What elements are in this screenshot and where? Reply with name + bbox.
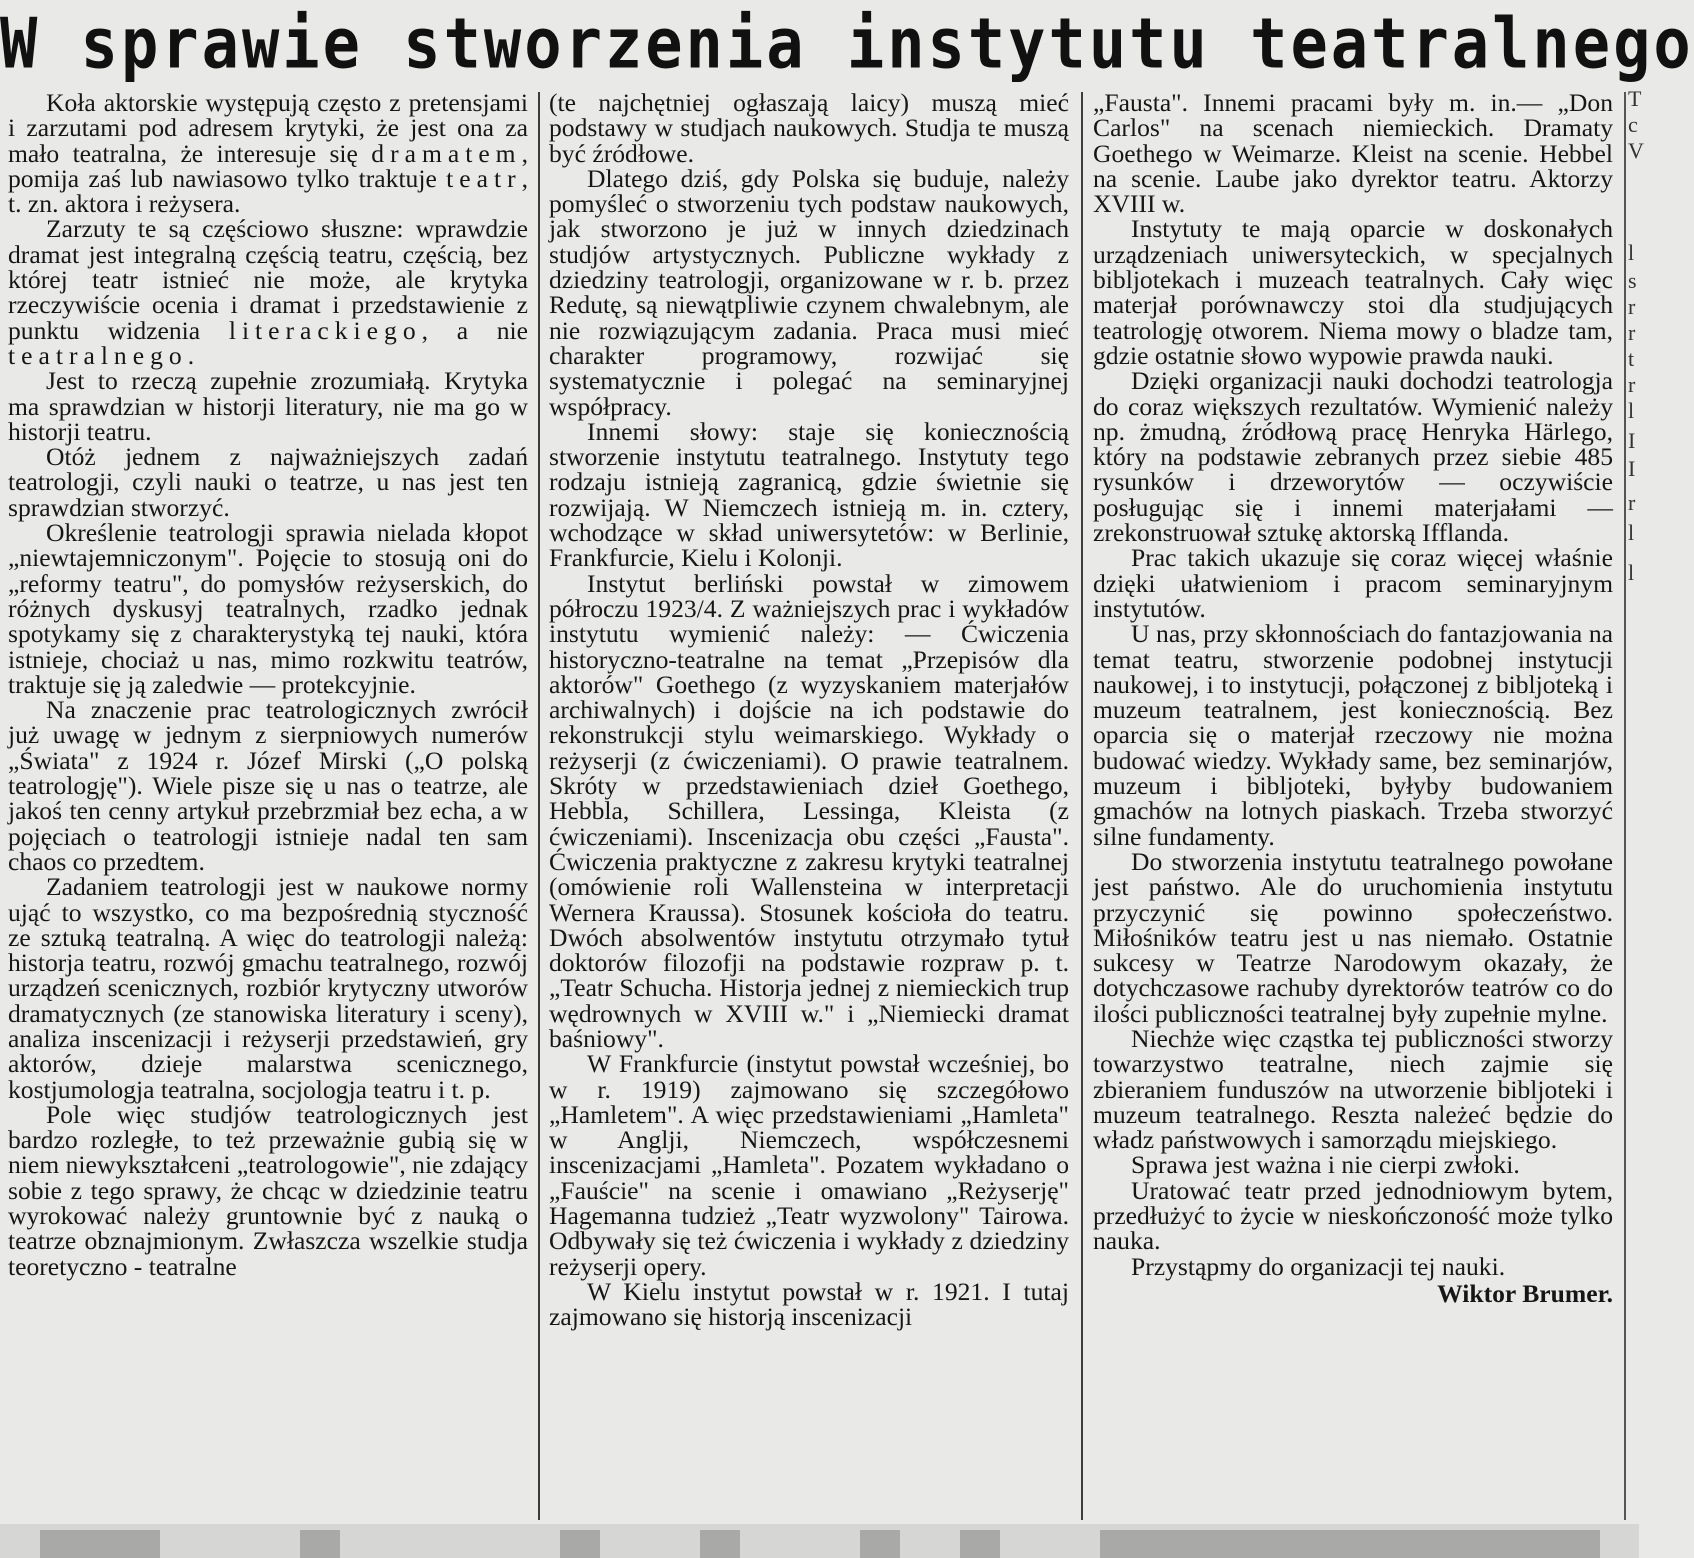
- article-column-2: [549, 90, 1069, 1522]
- paragraph-text: Innemi słowy: staje się koniecznością stworzenie instytutu teatralnego. Instytuty tego rodzaju istnieją zagranicą, gdzie świetnie się rozwijają. W Niemczech istnieją m. in. cztery, wchodzące w skład uniwersytetów: w Berlinie, Frankfurcie, Kielu i Kolonji.: [549, 416, 1069, 573]
- paragraph-text: W Kielu instytut powstał w r. 1921. I tutaj zajmowano się historją inscenizacji: [549, 1276, 1069, 1332]
- edge-fragment: l: [1628, 520, 1635, 545]
- article-paragraph: [8, 1099, 528, 1281]
- paragraph-text: Niechże więc cząstka tej publiczności stworzy towarzystwo teatralne, niech zajmie się zbieraniem funduszów na utworzenie bibljoteki i muzeum teatralnego. Reszta należeć będzie do władz państwowych i samorządu miejskiego.: [1093, 1023, 1613, 1155]
- article-paragraph: [8, 88, 528, 219]
- edge-fragment: r: [1628, 372, 1636, 397]
- paragraph-text: Określenie teatrologji sprawia nielada kłopot „niewtajemniczonym". Pojęcie to stosują oni do „reformy teatru", do pomysłów reżyserskich, do różnych dyskusyj teatralnych, rzadko jednak spotykamy się z charakterystyką tej nauki, która istnieje, chociaż u nas, mimo rozkwitu teatrów, traktuje się ją zaledwie — protekcyjnie.: [8, 518, 528, 699]
- article-paragraph: [1093, 88, 1613, 219]
- article-paragraph: [1093, 216, 1613, 368]
- paragraph-text: Otóż jednem z najważniejszych zadań teatrologji, czyli nauki o teatrze, u nas jest ten sprawdzian stworzyć.: [8, 442, 528, 522]
- edge-fragment: T: [1628, 86, 1642, 111]
- paragraph-text: , a nie: [421, 315, 528, 345]
- edge-fragment: r: [1628, 490, 1636, 515]
- edge-fragment: l: [1628, 240, 1635, 265]
- paragraph-text: .: [187, 340, 195, 370]
- article-paragraph: [1093, 1150, 1613, 1180]
- paragraph-text: Sprawa jest ważna i nie cierpi zwłoki.: [1131, 1150, 1520, 1180]
- article-paragraph: [1093, 621, 1613, 849]
- paragraph-text: , pomija zaś lub nawiasowo tylko traktuje: [8, 138, 528, 193]
- paragraph-text: Instytut berliński powstał w zimowem półroczu 1923/4. Z ważniejszych prac i wykładów instytutu wymienić należy: — Ćwiczenia historyczno-teatralne na temat „Przepisów dla aktorów" Goethego (z wyzyskaniem materjałów archiwalnych) i dojście na ich podstawie do rekonstrukcji stylu weimarskiego. Wykłady o reżyserji (z ćwiczeniami). O prawie teatralnem. Skróty w przedstawieniach dzieł Goethego, Hebbla, Schillera, Lessinga, Kleista (z ćwiczeniami). Inscenizacja obu części „Fausta". Ćwiczenia praktyczne z zakresu krytyki teatralnej (omówienie roli Wallensteina w interpretacji Wernera Kraussa). Stosunek kościoła do teatru. Dwóch absolwentów instytutu otrzymało tytuł doktorów filozofji na podstawie rozpraw p. t. „Teatr Schucha. Historja jednej z niemieckich trup wędrownych w XVIII w." i „Niemiecki dramat baśniowy".: [549, 568, 1069, 1053]
- article-paragraph: [8, 216, 528, 368]
- paragraph-text: , t. zn. aktora i reżysera.: [8, 163, 528, 219]
- paragraph-text: „Fausta". Innemi pracami były m. in.— „Don Carlos" na scenach niemieckich. Dramaty Goethego w Weimarze. Kleist na scenie. Hebbel na scenie. Laube jako dyrektor teatru. Aktorzy XVIII w.: [1093, 88, 1613, 219]
- column-rule-right: [1081, 92, 1083, 1520]
- article-paragraph: [1093, 1175, 1613, 1256]
- article-paragraph: [1093, 1251, 1613, 1281]
- paragraph-text: Pole więc studjów teatrologicznych jest bardzo rozległe, to też przeważnie gubią się w niem niewykształceni „teatrologowie", nie zdający sobie z tego sprawy, że chcąc w dziedzinie teatru wyrokować należy gruntownie być z nauką o teatrze obznajmionym. Zwłaszcza wszelkie studja teoretyczno - teatralne: [8, 1099, 528, 1281]
- article-paragraph: [8, 697, 528, 874]
- spaced-emphasis-text: literackiego: [228, 315, 422, 345]
- author-signature: Wiktor Brumer.: [1437, 1278, 1613, 1308]
- paragraph-text: U nas, przy skłonnościach do fantazjowania na temat teatru, stworzenie podobnej instytucji naukowej, i to instytucji, połączonej z bibljoteką i muzeum teatralnem, jest koniecznością. Bez oparcia się o materjał rzeczowy nie można budować wiedzy. Wykłady same, bez seminarjów, muzeum i bibljoteki, byłyby budowaniem gmachów na lotnych piaskach. Trzeba stworzyć silne fundamenty.: [1093, 619, 1613, 851]
- paragraph-text: Zarzuty te są częściowo słuszne: wprawdzie dramat jest integralną częścią teatru, częścią, bez której teatr istnieć nie może, ale krytyka rzeczywiście ocenia i dramat i przedstawienie z punktu widzenia: [8, 214, 528, 345]
- spaced-emphasis-text: teatralnego: [8, 340, 188, 370]
- paragraph-text: Zadaniem teatrologji jest w naukowe normy ująć to wszystko, co ma bezpośrednią styczność ze sztuką teatralną. A więc do teatrologji należą: historja teatru, rozwój gmachu teatralnego, rozwój urządzeń scenicznych, rozbiór krytyczny utworów dramatycznych (ze stanowiska literatury i sceny), analiza inscenizacji i reżyserji przedstawień, gry aktorów, dzieje malarstwa scenicznego, kostjumologja teatralna, socjologja teatru i t. p.: [8, 872, 528, 1104]
- spaced-emphasis-text: dramatem: [371, 138, 522, 168]
- article-paragraph: [1093, 846, 1613, 1028]
- paragraph-text: Prac takich ukazuje się coraz więcej właśnie dzięki ułatwieniom i pracom seminaryjnym instytutów.: [1093, 543, 1613, 623]
- article-paragraph: [8, 368, 528, 444]
- paragraph-text: Przystąpmy do organizacji tej nauki.: [1131, 1251, 1506, 1281]
- edge-fragment: s: [1628, 268, 1637, 293]
- edge-fragment: I: [1628, 456, 1636, 481]
- article-paragraph: [549, 1051, 1069, 1279]
- edge-fragment: l: [1628, 398, 1635, 423]
- paragraph-text: Uratować teatr przed jednodniowym bytem, przedłużyć to życie w nieskończoność może tylko nauka.: [1093, 1175, 1613, 1256]
- article-paragraph: [1093, 366, 1613, 548]
- column-rule-left: [538, 92, 540, 1520]
- spaced-emphasis-text: teatr: [446, 163, 522, 193]
- paragraph-text: Koła aktorskie występują często z pretensjami i zarzutami pod adresem krytyki, że jest ona za mało teatralna, że interesuje się: [8, 88, 528, 168]
- edge-fragment: r: [1628, 294, 1636, 319]
- article-headline: W sprawie stworzenia instytutu teatralnego: [0, 2, 1694, 85]
- column-rule-edge: [1624, 92, 1626, 1520]
- edge-fragment: I: [1628, 428, 1636, 453]
- edge-fragment: r: [1628, 320, 1636, 345]
- paragraph-text: W Frankfurcie (instytut powstał wcześniej, bo w r. 1919) zajmowano się szczegółowo „Hamletem". A więc przedstawieniami „Hamleta" w Anglji, Niemczech, współczesnemi inscenizacjami „Hamleta". Pozatem wykładano o „Fauście" na scenie i omawiano „Reżyserję" Hagemanna tudzież „Teatr wyzwolony" Tairowa. Odbywały się też ćwiczenia i wykłady z dziedziny reżyserji opery.: [549, 1049, 1069, 1281]
- paragraph-text: Do stworzenia instytutu teatralnego powołane jest państwo. Ale do uruchomienia instytutu przyczynić się powinno społeczeństwo. Miłośników teatru jest u nas niemało. Ostatnie sukcesy w Teatrze Narodowym okazały, że dotychczasowe rachuby dyrektorów teatrów co do ilości publiczności teatralnej były zupełnie mylne.: [1093, 846, 1613, 1028]
- edge-fragment: t: [1628, 346, 1635, 371]
- edge-fragment: l: [1628, 560, 1635, 585]
- article-column-3: [1093, 90, 1613, 1522]
- paragraph-text: Jest to rzeczą zupełnie zrozumiałą. Krytyka ma sprawdzian w historji literatury, nie ma go w historji teatru.: [8, 366, 528, 446]
- paragraph-text: Na znaczenie prac teatrologicznych zwrócił już uwagę w jednym z sierpniowych numerów „Świata" z 1924 r. Józef Mirski („O polską teatrologję"). Wiele pisze się u nas o teatrze, ale jakoś ten cenny artykuł przebrzmiał bez echa, a w pojęciach o teatrologji istnieje nadal ten sam chaos co przedtem.: [8, 695, 528, 876]
- article-paragraph: [1093, 545, 1613, 621]
- article-column-1: [8, 90, 528, 1522]
- article-paragraph: [8, 444, 528, 520]
- edge-fragment: c: [1628, 112, 1638, 137]
- page-bottom-margin: [0, 1524, 1639, 1558]
- article-paragraph: [1093, 1023, 1613, 1155]
- article-paragraph: [549, 163, 1069, 421]
- article-paragraph: [8, 520, 528, 697]
- paragraph-text: (te najchętniej ogłaszają laicy) muszą mieć podstawy w studjach naukowych. Studja te muszą być źródłowe.: [549, 88, 1069, 168]
- paragraph-text: Dzięki organizacji nauki dochodzi teatrologja do coraz większych rezultatów. Wymienić należy np. żmudną, źródłową pracę Henryka Härlego, który na podstawie zebranych przez siebie 485 rysunków i drzeworytów — oczywiście posługując się i innemi materjałami — zrekonstruował sztukę aktorską Ifflanda.: [1093, 366, 1613, 548]
- article-paragraph: [549, 1276, 1069, 1332]
- article-paragraph: [549, 568, 1069, 1053]
- article-paragraph: [549, 90, 1069, 166]
- article-paragraph: [549, 416, 1069, 573]
- paragraph-text: Dlatego dziś, gdy Polska się buduje, należy pomyśleć o stworzeniu tych podstaw naukowych, jak stworzono je już w innych dziedzinach studjów artystycznych. Publiczne wykłady z dziedziny teatrologji, organizowane w r. b. przez Redutę, są niewątpliwie czynem chwalebnym, ale nie rozwiązującym zadania. Praca musi mieć charakter programowy, rozwijać się systematycznie i polegać na seminaryjnej współpracy.: [549, 163, 1069, 421]
- article-paragraph: [8, 874, 528, 1102]
- edge-fragment: V: [1628, 138, 1644, 163]
- paragraph-text: Instytuty te mają oparcie w doskonałych urządzeniach uniwersyteckich, w specjalnych bibljotekach i muzeach teatralnych. Cały więc materjał porównawczy stoi dla studjujących teatrologję otworem. Niema mowy o bladze tam, gdzie ostatnie słowo wypowie prawda nauki.: [1093, 214, 1613, 370]
